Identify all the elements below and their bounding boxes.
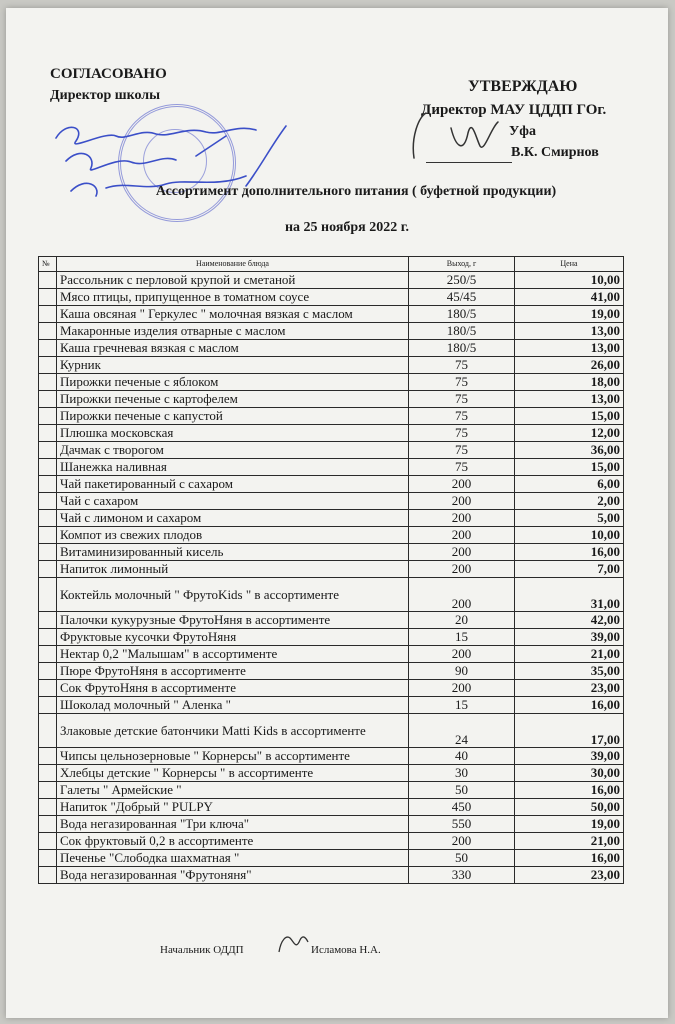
row-number (39, 680, 57, 697)
row-dish-name: Галеты " Армейские " (57, 782, 409, 799)
row-dish-name: Вода негазированная "Три ключа" (57, 816, 409, 833)
row-number (39, 357, 57, 374)
row-price: 23,00 (515, 867, 624, 884)
document-date: на 25 ноября 2022 г. (284, 220, 410, 235)
row-price: 23,00 (515, 680, 624, 697)
table-row (39, 357, 624, 374)
row-price: 17,00 (515, 714, 624, 748)
row-dish-name: Злаковые детские батончики Matti Kids в ассортименте (57, 714, 409, 748)
table-row (39, 340, 624, 357)
approval-right-role: Директор МАУ ЦДДП ГОг. (421, 102, 607, 118)
row-number (39, 510, 57, 527)
table-row (39, 714, 624, 748)
row-dish-name: Чай с лимоном и сахаром (57, 510, 409, 527)
row-price: 7,00 (515, 561, 624, 578)
approval-right-city: Уфа (509, 124, 536, 139)
row-yield: 50 (409, 782, 515, 799)
row-yield: 24 (409, 714, 515, 748)
row-yield: 75 (409, 391, 515, 408)
row-number (39, 272, 57, 289)
row-dish-name: Напиток лимонный (57, 561, 409, 578)
table-row (39, 578, 624, 612)
row-dish-name: Каша овсяная " Геркулес " молочная вязкая с маслом (57, 306, 409, 323)
row-yield: 200 (409, 680, 515, 697)
row-number (39, 646, 57, 663)
approval-right-name: В.К. Смирнов (511, 145, 599, 160)
table-row (39, 527, 624, 544)
row-yield: 330 (409, 867, 515, 884)
table-row (39, 748, 624, 765)
row-number (39, 697, 57, 714)
col-header-name: Наименование блюда (57, 257, 409, 272)
row-number (39, 306, 57, 323)
table-row (39, 408, 624, 425)
row-price: 16,00 (515, 850, 624, 867)
row-price: 13,00 (515, 340, 624, 357)
row-dish-name: Печенье "Слободка шахматная " (57, 850, 409, 867)
row-dish-name: Макаронные изделия отварные с маслом (57, 323, 409, 340)
row-yield: 200 (409, 476, 515, 493)
row-yield: 200 (409, 493, 515, 510)
row-yield: 15 (409, 697, 515, 714)
table-row (39, 561, 624, 578)
table-row (39, 867, 624, 884)
row-number (39, 663, 57, 680)
row-dish-name: Каша гречневая вязкая с маслом (57, 340, 409, 357)
row-yield: 40 (409, 748, 515, 765)
table-row (39, 833, 624, 850)
row-price: 13,00 (515, 323, 624, 340)
row-yield: 250/5 (409, 272, 515, 289)
table-row (39, 442, 624, 459)
table-row (39, 646, 624, 663)
row-dish-name: Плюшка московская (57, 425, 409, 442)
table-row (39, 510, 624, 527)
row-number (39, 629, 57, 646)
table-row (39, 544, 624, 561)
row-number (39, 833, 57, 850)
menu-table-body (39, 272, 624, 884)
table-row (39, 476, 624, 493)
row-yield: 15 (409, 629, 515, 646)
row-price: 30,00 (515, 765, 624, 782)
row-price: 15,00 (515, 459, 624, 476)
row-number (39, 391, 57, 408)
row-price: 21,00 (515, 833, 624, 850)
row-number (39, 289, 57, 306)
footer-role: Начальник ОДДП (160, 944, 244, 956)
row-number (39, 544, 57, 561)
row-price: 21,00 (515, 646, 624, 663)
row-number (39, 425, 57, 442)
document-title: Ассортимент дополнительного питания ( буфетной продукции) (155, 184, 557, 199)
row-price: 39,00 (515, 629, 624, 646)
approval-right-title: УТВЕРЖДАЮ (468, 78, 578, 95)
table-row (39, 493, 624, 510)
row-yield: 75 (409, 408, 515, 425)
row-dish-name: Чипсы цельнозерновые " Корнерсы" в ассортименте (57, 748, 409, 765)
table-row (39, 425, 624, 442)
row-yield: 50 (409, 850, 515, 867)
row-price: 16,00 (515, 782, 624, 799)
table-row (39, 612, 624, 629)
table-row (39, 697, 624, 714)
row-number (39, 493, 57, 510)
row-yield: 75 (409, 425, 515, 442)
row-price: 16,00 (515, 544, 624, 561)
col-header-yield: Выход, г (409, 257, 515, 272)
approval-left-title: СОГЛАСОВАНО (50, 66, 167, 82)
row-dish-name: Палочки кукурузные ФрутоНяня в ассортименте (57, 612, 409, 629)
row-dish-name: Мясо птицы, припущенное в томатном соусе (57, 289, 409, 306)
table-row (39, 680, 624, 697)
row-price: 35,00 (515, 663, 624, 680)
table-row (39, 374, 624, 391)
row-dish-name: Рассольник с перловой крупой и сметаной (57, 272, 409, 289)
row-price: 41,00 (515, 289, 624, 306)
row-number (39, 714, 57, 748)
table-row (39, 765, 624, 782)
row-dish-name: Витаминизированный кисель (57, 544, 409, 561)
row-yield: 200 (409, 561, 515, 578)
row-number (39, 748, 57, 765)
row-price: 39,00 (515, 748, 624, 765)
table-row (39, 799, 624, 816)
approval-left-role: Директор школы (50, 88, 161, 103)
row-number (39, 459, 57, 476)
row-number (39, 527, 57, 544)
row-price: 42,00 (515, 612, 624, 629)
row-number (39, 799, 57, 816)
row-yield: 200 (409, 833, 515, 850)
row-price: 10,00 (515, 527, 624, 544)
row-price: 13,00 (515, 391, 624, 408)
table-row (39, 629, 624, 646)
table-row (39, 459, 624, 476)
row-number (39, 782, 57, 799)
table-row (39, 816, 624, 833)
row-dish-name: Пюре ФрутоНяня в ассортименте (57, 663, 409, 680)
document-sheet (6, 8, 668, 1018)
row-number (39, 323, 57, 340)
row-yield: 550 (409, 816, 515, 833)
row-price: 5,00 (515, 510, 624, 527)
table-row (39, 663, 624, 680)
row-number (39, 340, 57, 357)
row-yield: 200 (409, 544, 515, 561)
table-row (39, 323, 624, 340)
row-yield: 200 (409, 510, 515, 527)
row-price: 19,00 (515, 816, 624, 833)
row-dish-name: Компот из свежих плодов (57, 527, 409, 544)
row-price: 50,00 (515, 799, 624, 816)
row-yield: 180/5 (409, 323, 515, 340)
row-price: 18,00 (515, 374, 624, 391)
row-price: 26,00 (515, 357, 624, 374)
row-price: 6,00 (515, 476, 624, 493)
row-yield: 30 (409, 765, 515, 782)
row-yield: 90 (409, 663, 515, 680)
row-yield: 200 (409, 527, 515, 544)
row-yield: 75 (409, 357, 515, 374)
row-number (39, 612, 57, 629)
row-dish-name: Нектар 0,2 "Малышам" в ассортименте (57, 646, 409, 663)
row-number (39, 442, 57, 459)
row-dish-name: Вода негазированная "Фрутоняня" (57, 867, 409, 884)
row-dish-name: Хлебцы детские " Корнерсы " в ассортименте (57, 765, 409, 782)
right-handwritten-signature (406, 108, 516, 166)
row-yield: 180/5 (409, 306, 515, 323)
row-yield: 75 (409, 442, 515, 459)
row-price: 19,00 (515, 306, 624, 323)
row-dish-name: Шоколад молочный " Аленка " (57, 697, 409, 714)
row-yield: 20 (409, 612, 515, 629)
row-yield: 75 (409, 374, 515, 391)
table-row (39, 850, 624, 867)
row-yield: 200 (409, 646, 515, 663)
row-dish-name: Дачмак с творогом (57, 442, 409, 459)
row-number (39, 765, 57, 782)
row-price: 16,00 (515, 697, 624, 714)
table-header-row (39, 257, 624, 272)
row-dish-name: Шанежка наливная (57, 459, 409, 476)
row-price: 2,00 (515, 493, 624, 510)
row-number (39, 850, 57, 867)
table-row (39, 272, 624, 289)
footer-name: Исламова Н.А. (311, 944, 381, 956)
table-row (39, 391, 624, 408)
row-price: 31,00 (515, 578, 624, 612)
table-row (39, 289, 624, 306)
row-price: 15,00 (515, 408, 624, 425)
row-number (39, 816, 57, 833)
row-price: 12,00 (515, 425, 624, 442)
table-row (39, 306, 624, 323)
row-dish-name: Курник (57, 357, 409, 374)
col-header-price: Цена (515, 257, 624, 272)
row-yield: 180/5 (409, 340, 515, 357)
row-yield: 75 (409, 459, 515, 476)
row-number (39, 476, 57, 493)
row-dish-name: Сок ФрутоНяня в ассортименте (57, 680, 409, 697)
table-row (39, 782, 624, 799)
row-yield: 200 (409, 578, 515, 612)
row-number (39, 578, 57, 612)
row-yield: 450 (409, 799, 515, 816)
row-dish-name: Чай с сахаром (57, 493, 409, 510)
row-dish-name: Фруктовые кусочки ФрутоНяня (57, 629, 409, 646)
row-price: 36,00 (515, 442, 624, 459)
row-number (39, 867, 57, 884)
col-header-number: № (39, 257, 57, 272)
row-dish-name: Сок фруктовый 0,2 в ассортименте (57, 833, 409, 850)
row-number (39, 374, 57, 391)
row-number (39, 561, 57, 578)
footer-handwritten-signature (276, 932, 310, 956)
row-price: 10,00 (515, 272, 624, 289)
row-dish-name: Пирожки печеные с капустой (57, 408, 409, 425)
row-dish-name: Пирожки печеные с яблоком (57, 374, 409, 391)
row-dish-name: Чай пакетированный с сахаром (57, 476, 409, 493)
row-number (39, 408, 57, 425)
row-dish-name: Пирожки печеные с картофелем (57, 391, 409, 408)
row-yield: 45/45 (409, 289, 515, 306)
row-dish-name: Коктейль молочный " ФрутоKids " в ассортименте (57, 578, 409, 612)
menu-table (38, 256, 624, 884)
row-dish-name: Напиток "Добрый " PULPY (57, 799, 409, 816)
